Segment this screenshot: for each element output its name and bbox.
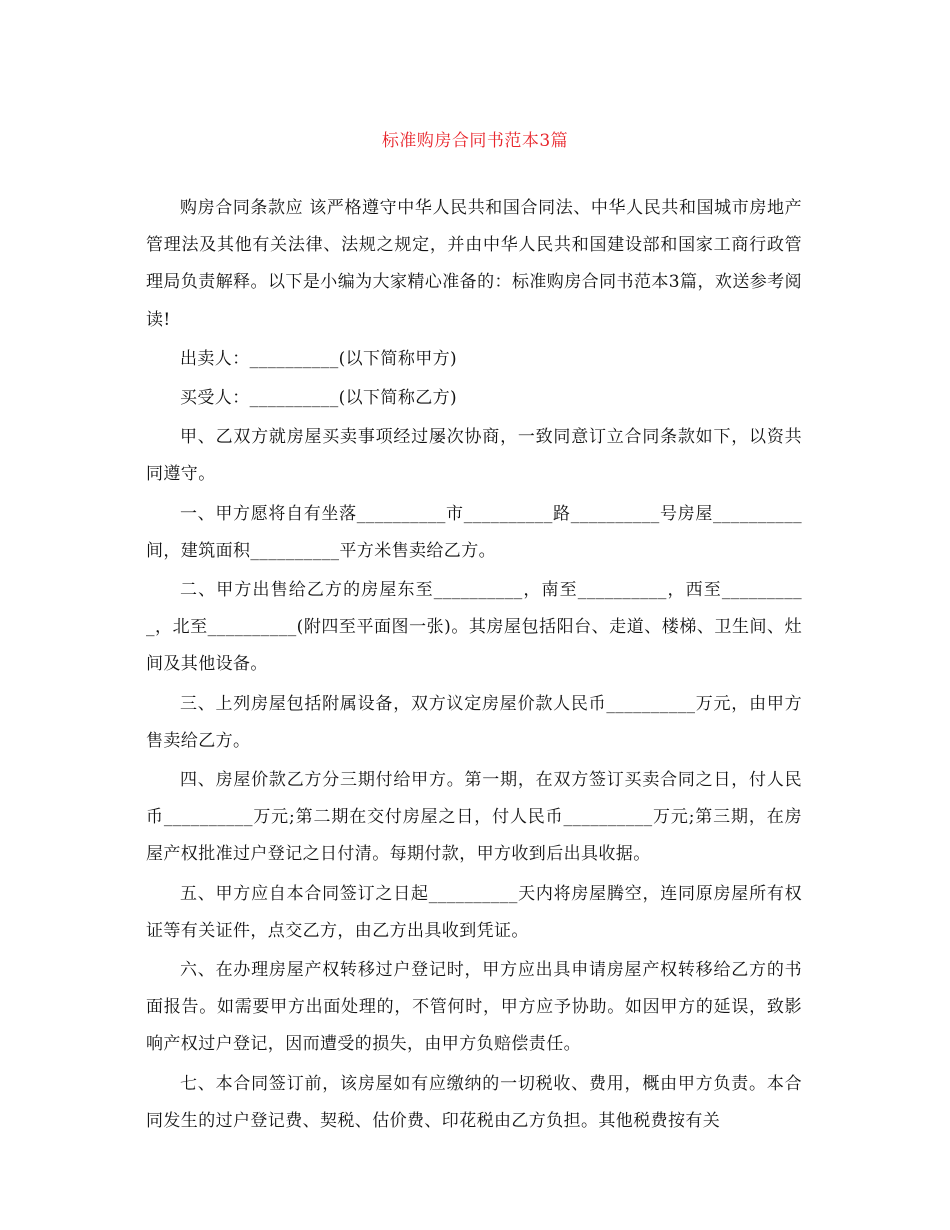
paragraph-clause-6: 六、在办理房屋产权转移过户登记时，甲方应出具申请房屋产权转移给乙方的书面报告。如需要甲方出面处理的，不管何时，甲方应予协助。如因甲方的延误，致影响产权过户登记，因而遭受的损失，由甲方负赔偿责任。 — [146, 960, 802, 1055]
paragraph-clause-1: 一、甲方愿将自有坐落__________市__________路__________号房屋__________间，建筑面积__________平方米售卖给乙方。 — [146, 503, 802, 561]
paragraph-clause-2: 二、甲方出售给乙方的房屋东至__________，南至__________，西至__________，北至__________(附四至平面图一张)。其房屋包括阳台、走道、楼梯、卫生间、灶间及其他设备。 — [146, 580, 802, 675]
paragraph-agreement: 甲、乙双方就房屋买卖事项经过屡次协商，一致同意订立合同条款如下，以资共同遵守。 — [146, 427, 802, 485]
paragraph-intro: 购房合同条款应 该严格遵守中华人民共和国合同法、中华人民共和国城市房地产管理法及其他有关法律、法规之规定，并由中华人民共和国建设部和国家工商行政管理局负责解释。以下是小编为大家精心准备的：标准购房合同书范本3篇，欢送参考阅读! — [146, 198, 802, 330]
paragraph-clause-5: 五、甲方应自本合同签订之日起__________天内将房屋腾空，连同原房屋所有权证等有关证件，点交乙方，由乙方出具收到凭证。 — [146, 883, 802, 941]
paragraph-clause-7: 七、本合同签订前，该房屋如有应缴纳的一切税收、费用，概由甲方负责。本合同发生的过户登记费、契税、估价费、印花税由乙方负担。其他税费按有关 — [146, 1073, 802, 1131]
document-title: 标准购房合同书范本3篇 — [381, 131, 569, 151]
paragraph-clause-3: 三、上列房屋包括附属设备，双方议定房屋价款人民币__________万元，由甲方售卖给乙方。 — [146, 693, 802, 751]
paragraph-clause-4: 四、房屋价款乙方分三期付给甲方。第一期，在双方签订买卖合同之日，付人民币__________万元;第二期在交付房屋之日，付人民币__________万元;第三期，在房屋产权批准过户登记之日付清。每期付款，甲方收到后出具收据。 — [146, 770, 802, 865]
paragraph-seller: 出卖人：__________(以下简称甲方) — [180, 348, 458, 369]
document-body — [146, 190, 802, 1142]
paragraph-buyer: 买受人：__________(以下简称乙方) — [180, 388, 458, 409]
